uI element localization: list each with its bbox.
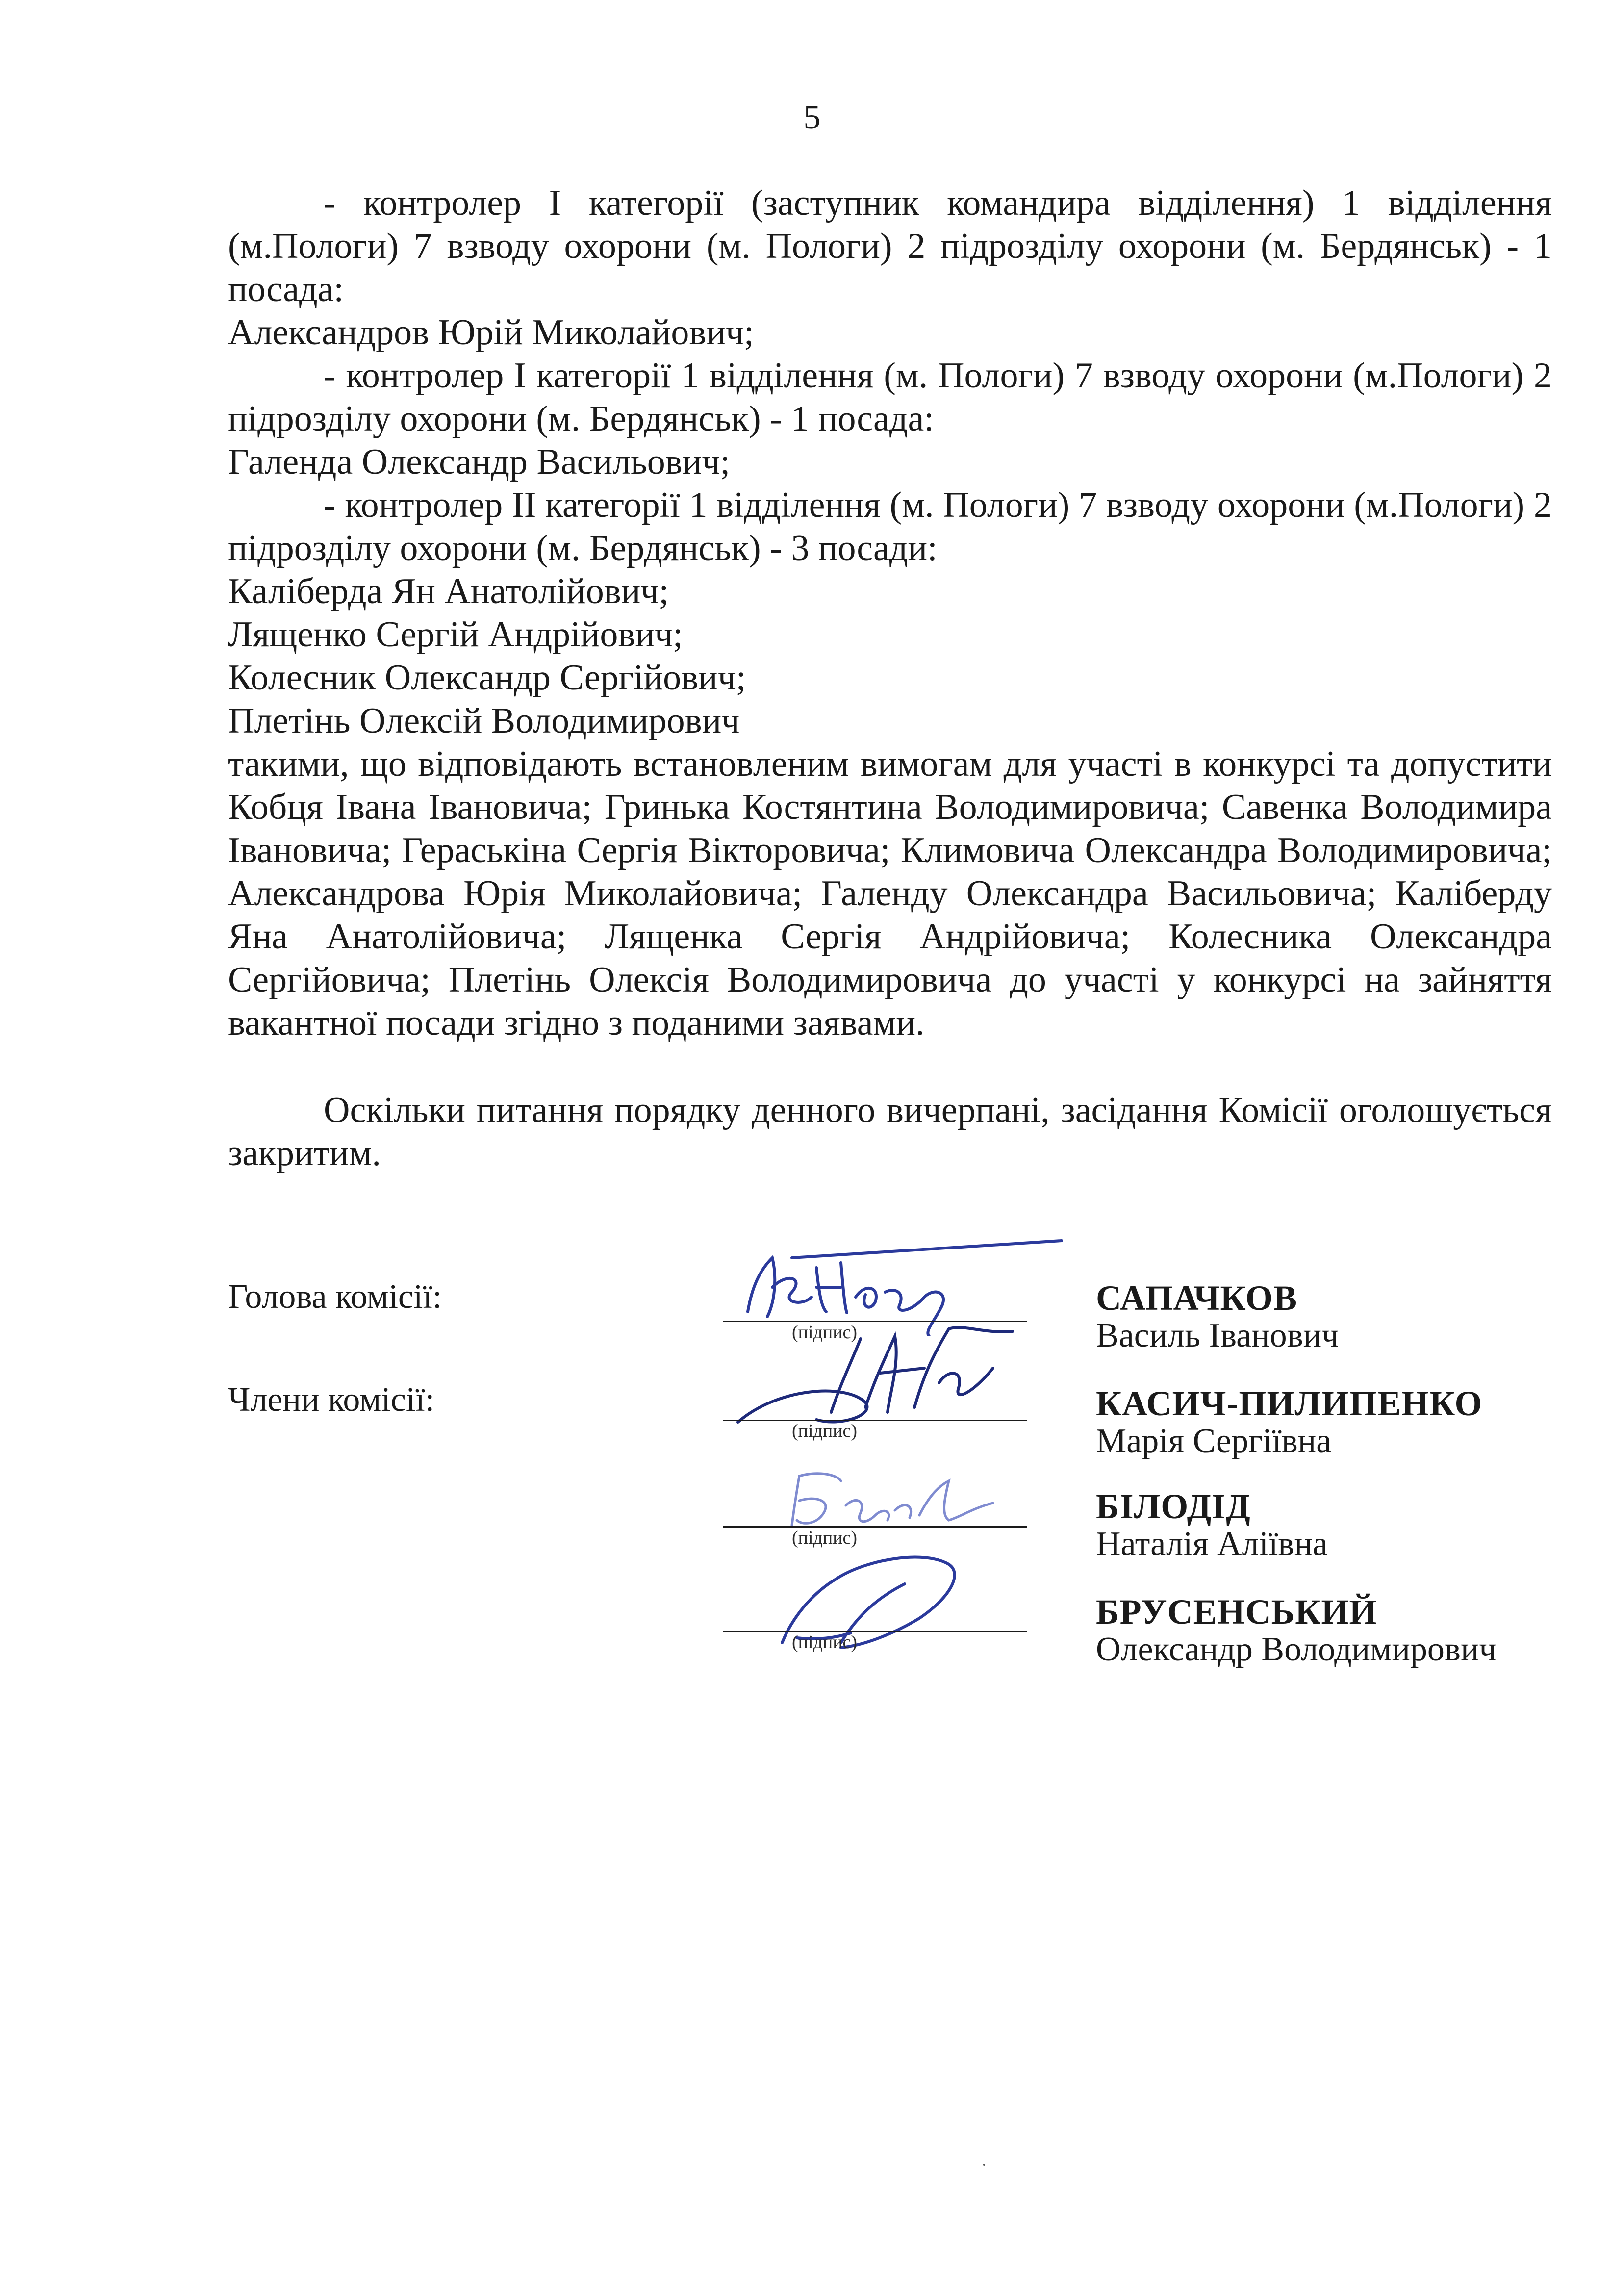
signature-bilodid: [718, 1452, 1071, 1550]
person-given-name: Наталія Аліївна: [1096, 1525, 1328, 1563]
candidate-name: Александров Юрій Миколайович;: [228, 312, 754, 353]
scan-speck: [983, 2164, 985, 2166]
page-number: 5: [803, 99, 821, 136]
members-label: Члени комісії:: [228, 1381, 435, 1419]
person-surname: БІЛОДІД: [1096, 1487, 1251, 1526]
signature-brusenskyi: [718, 1545, 1071, 1653]
person-surname: БРУСЕНСЬКИЙ: [1096, 1592, 1377, 1631]
paragraph-decision: такими, що відповідають встановленим вимогам для участі в конкурсі та допустити Кобця Івана Івановича; Гринька Костянтина Володимировича; Савенка Володимира Івановича; Гераськіна Сергія Вікторовича; Климовича Олександра Володимировича; Александрова Юрія Миколайовича; Галенду Олександра Васильовича; Каліберду Яна Анатолійовича; Лященка Сергія Андрійовича; Колесника Олександра Сергійовича; Плетінь Олексія Володимировича до участі у конкурсі на зайняття вакантної посади згідно з поданими заявами.: [228, 744, 1552, 1043]
signature-line: [723, 1631, 1027, 1632]
candidate-name: Плетінь Олексій Володимирович: [228, 701, 740, 741]
signature-line: [723, 1526, 1027, 1528]
paragraph-closing: Оскільки питання порядку денного вичерпані, засідання Комісії оголошується закритим.: [228, 1090, 1552, 1173]
signature-caption: (підпис): [792, 1322, 858, 1343]
candidate-name: Колесник Олександр Сергійович;: [228, 658, 746, 698]
signature-caption: (підпис): [792, 1528, 858, 1548]
signature-line: [723, 1420, 1027, 1421]
person-given-name: Олександр Володимирович: [1096, 1631, 1497, 1668]
paragraph-position-3: - контролер ІІ категорії 1 відділення (м. Пологи) 7 взводу охорони (м.Пологи) 2 підрозділу охорони (м. Бердянськ) - 3 посади:: [228, 485, 1552, 568]
person-surname: САПАЧКОВ: [1096, 1278, 1297, 1318]
document-body: [228, 181, 1552, 1175]
person-surname: КАСИЧ-ПИЛИПЕНКО: [1096, 1384, 1483, 1423]
person-given-name: Василь Іванович: [1096, 1317, 1339, 1354]
signature-caption: (підпис): [792, 1421, 858, 1441]
candidate-name: Лященко Сергій Андрійович;: [228, 614, 683, 655]
chair-label: Голова комісії:: [228, 1278, 442, 1316]
candidate-name: Каліберда Ян Анатолійович;: [228, 571, 669, 612]
candidate-name: Галенда Олександр Васильович;: [228, 442, 731, 482]
signature-caption: (підпис): [792, 1632, 858, 1653]
person-given-name: Марія Сергіївна: [1096, 1422, 1332, 1460]
paragraph-position-1: - контролер І категорії (заступник командира відділення) 1 відділення (м.Пологи) 7 взводу охорони (м. Пологи) 2 підрозділу охорони (м. Бердянськ) - 1 посада:: [228, 183, 1552, 309]
signature-kasych-pylypenko: [718, 1309, 1071, 1437]
paragraph-position-2: - контролер І категорії 1 відділення (м. Пологи) 7 взводу охорони (м.Пологи) 2 підрозділу охорони (м. Бердянськ) - 1 посада:: [228, 356, 1552, 439]
